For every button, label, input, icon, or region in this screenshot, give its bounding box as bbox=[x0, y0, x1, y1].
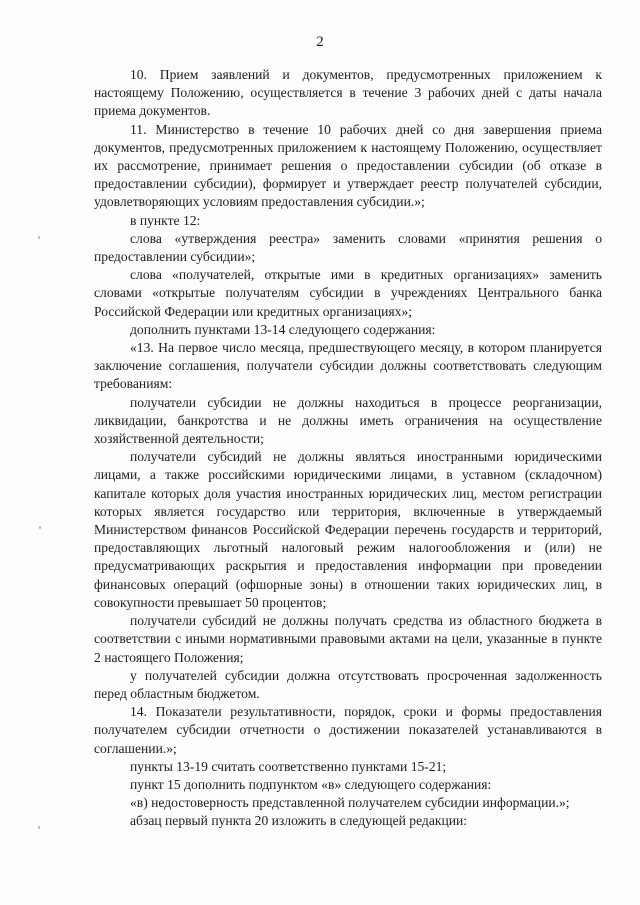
paragraph-item-11: 11. Министерство в течение 10 рабочих дней со дня завершения приема документов, предусмотренных приложением к настоящему Положению, осуществляет их рассмотрение, принимает решения о предоставлении субсидии (об отказе в предоставлении субсидии), формирует и утверждает реестр получателей субсидии, удовлетворяющих условиям предоставления субсидии.»; bbox=[94, 121, 602, 210]
paragraph-subpoint-v: «в) недостоверность представленной получателем субсидии информации.»; bbox=[130, 795, 570, 811]
document-body bbox=[94, 66, 602, 831]
scan-speck bbox=[39, 526, 41, 529]
paragraph-item-10: 10. Прием заявлений и документов, предусмотренных приложением к настоящему Положению, осуществляется в течение 3 рабочих дней с даты начала приема документов. bbox=[94, 67, 602, 119]
paragraph-requirement-budget-funds: получатели субсидий не должны получать средства из областного бюджета в соответствии с иными нормативными правовыми актами на цели, указанные в пункте 2 настоящего Положения; bbox=[94, 613, 602, 665]
paragraph-requirement-reorganization: получатели субсидии не должны находиться в процессе реорганизации, ликвидации, банкротства и не должны иметь ограничения на осуществление хозяйственной деятельности; bbox=[94, 394, 602, 447]
page-number: 2 bbox=[316, 34, 324, 50]
paragraph-item-13: «13. На первое число месяца, предшествующего месяцу, в котором планируется заключение соглашения, получатели субсидии должны соответствовать следующим требованиям: bbox=[94, 340, 602, 392]
paragraph-renumber: пункты 13-19 считать соответственно пунктами 15-21; bbox=[130, 758, 447, 774]
paragraph-item-14: 14. Показатели результативности, порядок, сроки и формы предоставления получателем субсидии отчетности о достижении показателей устанавливаются в соглашении.»; bbox=[94, 704, 602, 756]
paragraph-replace-recipients: слова «получателей, открытые ими в кредитных организациях» заменить словами «открытые получателям субсидии в учреждениях Центрального банка Российской Федерации или кредитных организациях»; bbox=[94, 267, 602, 319]
paragraph-point-12-intro: в пункте 12: bbox=[130, 212, 201, 228]
scan-speck bbox=[38, 236, 40, 239]
scan-speck bbox=[38, 826, 40, 829]
paragraph-point-20-edit: абзац первый пункта 20 изложить в следующей редакции: bbox=[130, 813, 468, 829]
paragraph-replace-register: слова «утверждения реестра» заменить словами «принятия решения о предоставлении субсидии»; bbox=[94, 230, 602, 265]
paragraph-requirement-foreign: получатели субсидий не должны являться иностранными юридическими лицами, а также российскими юридическими лицами, в уставном (складочном) капитале которых доля участия иностранных юридических лиц, местом регистрации которых является государство или территория, включенные в утверждаемый Министерством финансов Российской Федерации перечень государств и территорий, предоставляющих льготный налоговый режим налогообложения и (или) не предусматривающих раскрытия и предоставления информации при проведении финансовых операций (офшорные зоны) в отношении таких юридических лиц, в совокупности превышает 50 процентов; bbox=[94, 449, 602, 610]
paragraph-add-points: дополнить пунктами 13-14 следующего содержания: bbox=[130, 321, 436, 337]
paragraph-point-15-add: пункт 15 дополнить подпунктом «в» следующего содержания: bbox=[130, 776, 492, 792]
paragraph-requirement-debt: у получателей субсидии должна отсутствовать просроченная задолженность перед областным бюджетом. bbox=[94, 667, 602, 701]
